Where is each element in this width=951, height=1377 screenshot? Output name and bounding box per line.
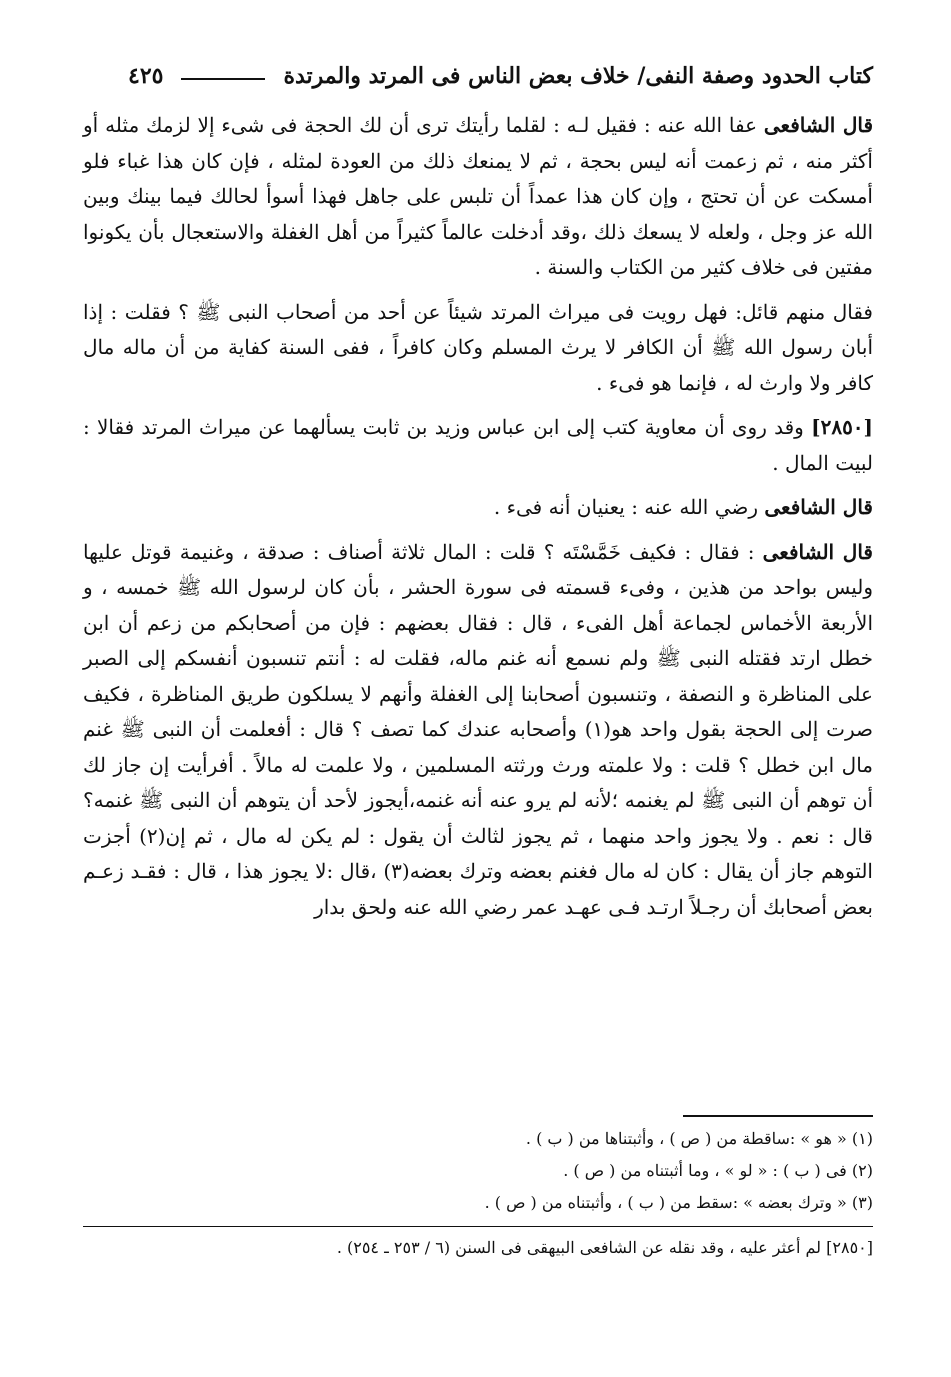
main-text xyxy=(83,108,873,925)
paragraph-text: عفا الله عنه : فقيل لـه : لقلما رأيتك ترى أن لك الحجة فى شىء إلا لزمك مثله أو أكثر منه ، ثم زعمت أنه ليس بحجة ، ثم لا يمنعك ذلك من العودة لمثله ، فإن كان هذا غباء فلو أمسكت عن أن تحتج ، وإن كان هذا عمداً أن تلبس على جاهل فهذا أسوأ لحالك فيما بينك وبين الله عز وجل ، ولعله لا يسعك ذلك ،وقد أدخلت عالماً كثيراً من أهل الغفلة والاستعجال بأن يكونوا مفتين فى خلاف كثير من الكتاب والسنة . xyxy=(83,113,873,279)
paragraph-text: وقد روى أن معاوية كتب إلى ابن عباس وزيد بن ثابت يسألهما عن ميراث المرتد فقالا : لبيت المال . xyxy=(83,415,873,475)
paragraph-3 xyxy=(83,410,873,481)
footnote-separator xyxy=(683,1115,873,1117)
paragraph-text: فقال منهم قائل: فهل رويت فى ميراث المرتد شيئاً عن أحد من أصحاب النبى ﷺ ؟ فقلت : إذا أبان رسول الله ﷺ أن الكافر لا يرث المسلم وكان كافراً ، ففى السنة كفاية من أن ماله مال كافر ولا وارث له ، فإنما هو فىء . xyxy=(83,299,873,395)
paragraph-text: : فقال : فكيف خَمَّسْتَه ؟ قلت : المال ثلاثة أصناف : صدقة ، وغنيمة قوتل عليها وليس بواحد من هذين ، وفىء قسمته فى سورة الحشر ، بأن كان لرسول الله ﷺ خمسه ، و الأربعة الأخماس لجماعة أهل الفىء ، قال : فقال بعضهم : فإن من أصحابكم من زعم أن ابن خطل ارتد فقتله النبى ﷺ ولم نسمع أنه غنم ماله، فقلت له : أنتم تنسبون أنفسكم إلى الصبر على المناظرة و النصفة ، وتنسبون أصحابنا إلى الغفلة وأنهم لا يسلكون طريق المناظرة ، فكيف صرت إلى الحجة بقول واحد هو(١) وأصحابه عندك كما تصف ؟ قال : أفعلمت أن النبى ﷺ غنم مال ابن خطل ؟ قلت : ولا علمته ورث ورثته المسلمين ، ولا علمت له مالاً . أفرأيت إن جاز لك أن توهم أن النبى ﷺ لم يغنمه ؛لأنه لم يرو عنه أنه غنمه،أيجوز لأحد أن يتوهم أن النبى ﷺ غنمه؟ قال : نعم . ولا يجوز واحد منهما ، ثم يجوز لثالث أن يقول : لم يكن له مال ، ثم إن(٢) أجزت التوهم جاز أن يقال : كان له مال فغنم بعضه وترك بعضه(٣) ،قال :لا يجوز هذا ، قال : فقـد زعـم بعض أصحابك أن رجـلاً ارتـد فـى عهـد عمر رضي الله عنه ولحق بدار xyxy=(83,539,873,919)
speaker-lead: قال الشافعى xyxy=(764,495,873,519)
page-number: ٤٢٥ xyxy=(128,63,164,89)
footnotes xyxy=(83,1123,873,1219)
paragraph-1 xyxy=(83,108,873,286)
footnote-3: (٣) « وترك بعضه » :سقط من ( ب ) ، وأثبتناه من ( ص ) . xyxy=(484,1193,873,1212)
running-head xyxy=(128,56,873,96)
paragraph-2 xyxy=(83,295,873,402)
source-separator xyxy=(83,1226,873,1227)
paragraph-4 xyxy=(83,490,873,526)
speaker-lead: قال الشافعى xyxy=(763,113,873,137)
speaker-lead: قال الشافعى xyxy=(762,539,873,564)
paragraph-text: رضي الله عنه : يعنيان أنه فىء . xyxy=(493,495,765,519)
source-note: [٢٨٥٠] لم أعثر عليه ، وقد نقله عن الشافعى البيهقى فى السنن (٦ / ٢٥٣ ـ ٢٥٤) . xyxy=(336,1238,873,1257)
header-rule xyxy=(181,78,265,80)
running-title: كتاب الحدود وصفة النفى/ خلاف بعض الناس فى المرتد والمرتدة xyxy=(283,63,873,89)
footnote-1: (١) « هو » :ساقطة من ( ص ) ، وأثبتناها من ( ب ) . xyxy=(525,1129,873,1148)
hadith-number: [٢٨٥٠] xyxy=(811,415,874,439)
footnote-2: (٢) فى ( ب ) : « لو » ، وما أثبتناه من ( ص ) . xyxy=(563,1161,873,1180)
paragraph-5 xyxy=(83,535,873,926)
